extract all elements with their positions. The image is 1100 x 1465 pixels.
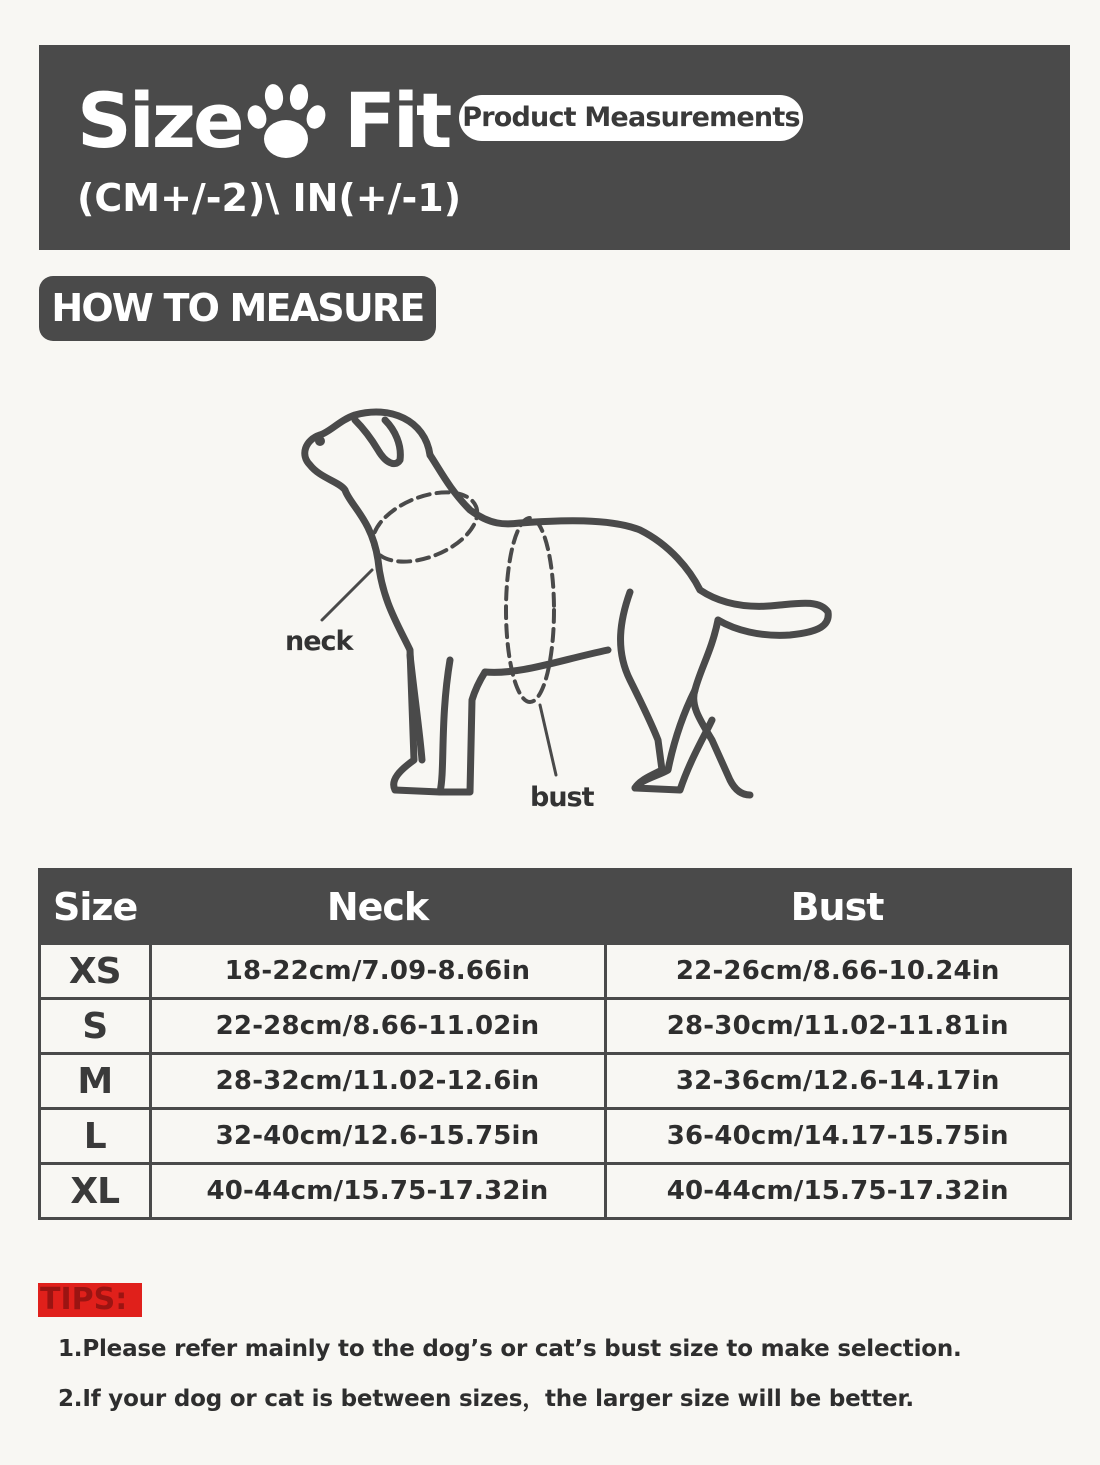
table-row [40,999,1071,1054]
size-cell: S [40,999,151,1054]
bust-label: bust [530,782,594,813]
size-chart-table [38,868,1072,1220]
neck-cell: 40-44cm/15.75-17.32in [150,1164,605,1219]
header-size: Size [40,870,151,944]
how-to-measure-heading: HOW TO MEASURE [39,276,436,341]
product-measurements-badge: Product Measurements [459,95,803,141]
dog-illustration [280,395,840,815]
tip-item-2: 2.If your dog or cat is between sizes，the larger size will be better. [58,1386,914,1412]
bust-cell: 36-40cm/14.17-15.75in [605,1109,1071,1164]
neck-cell: 22-28cm/8.66-11.02in [150,999,605,1054]
size-cell: L [40,1109,151,1164]
size-cell: XS [40,944,151,999]
table-row [40,1164,1071,1219]
table-row [40,1054,1071,1109]
table-row [40,1109,1071,1164]
title-fit: Fit [344,76,450,165]
neck-cell: 18-22cm/7.09-8.66in [150,944,605,999]
header-neck: Neck [150,870,605,944]
neck-label: neck [285,626,353,657]
tip-item-1: 1.Please refer mainly to the dog’s or cat’s bust size to make selection. [58,1336,962,1362]
tolerance-text: (CM+/-2)\ IN(+/-1) [77,176,462,220]
title-size: Size [77,76,242,165]
header-bust: Bust [605,870,1071,944]
table-header-row [40,870,1071,944]
header-banner [39,45,1070,250]
neck-cell: 28-32cm/11.02-12.6in [150,1054,605,1109]
size-cell: M [40,1054,151,1109]
neck-cell: 32-40cm/12.6-15.75in [150,1109,605,1164]
paw-icon [244,83,328,163]
bust-cell: 28-30cm/11.02-11.81in [605,999,1071,1054]
tips-label: TIPS: [38,1283,142,1317]
size-cell: XL [40,1164,151,1219]
table-row [40,944,1071,999]
bust-cell: 32-36cm/12.6-14.17in [605,1054,1071,1109]
bust-cell: 22-26cm/8.66-10.24in [605,944,1071,999]
bust-cell: 40-44cm/15.75-17.32in [605,1164,1071,1219]
